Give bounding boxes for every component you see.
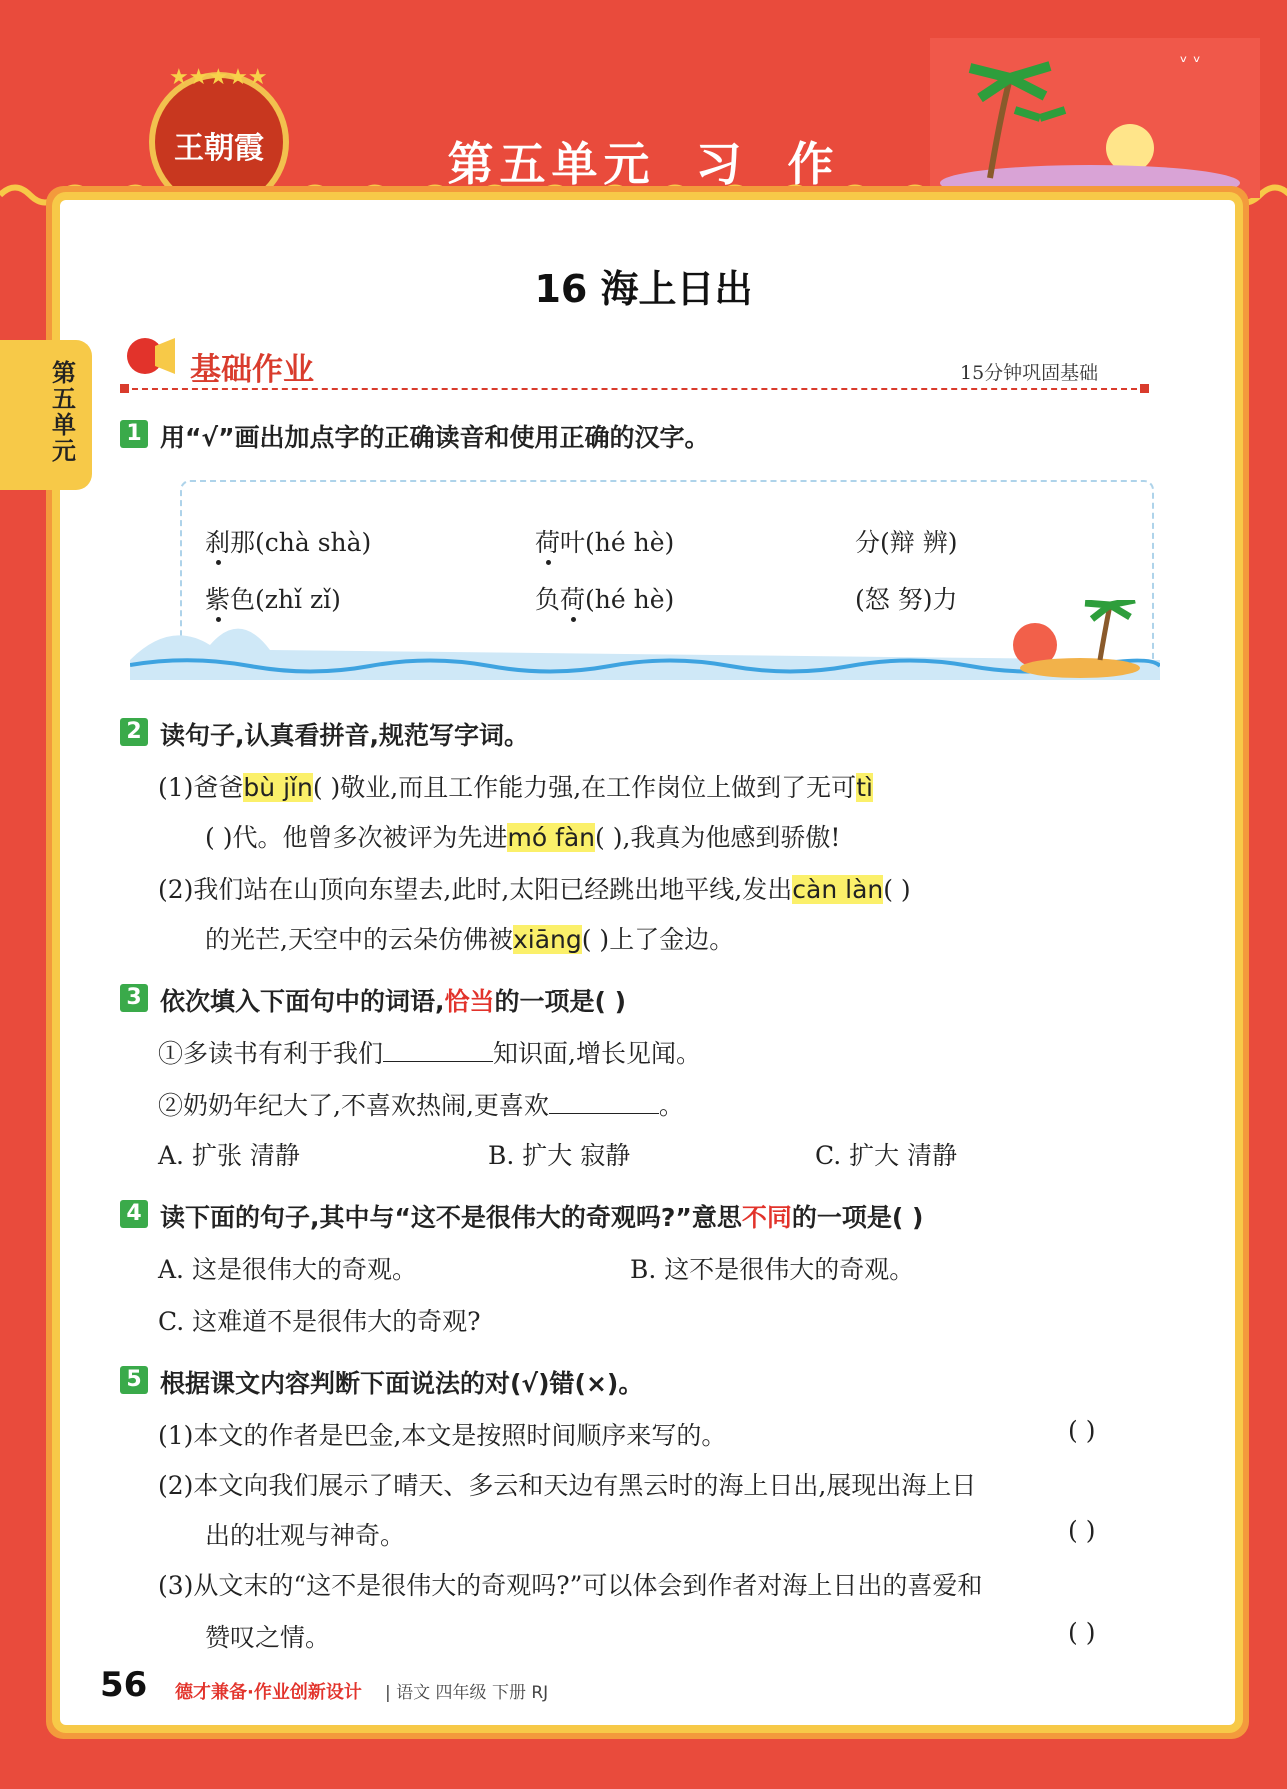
stars-icon bbox=[155, 60, 283, 90]
q3-option-c: C. 扩大 清静 bbox=[815, 1141, 958, 1170]
unit-title: 第五单元 习 作 bbox=[447, 137, 840, 191]
island-sunset-illustration bbox=[930, 38, 1260, 198]
q2-number: 2 bbox=[120, 718, 148, 746]
side-unit-tab bbox=[0, 340, 92, 490]
page-number: 56 bbox=[100, 1665, 148, 1705]
q5-statement-1: (1)本文的作者是巴金,本文是按照时间顺序来写的。 bbox=[158, 1421, 727, 1450]
svg-text:★★★★★: ★★★★★ bbox=[169, 65, 268, 90]
q1-item-3: 分(辩 辨) bbox=[855, 528, 958, 557]
q5-text: 根据课文内容判断下面说法的对(√)错(×)。 bbox=[160, 1369, 644, 1398]
q2-text: 读句子,认真看拼音,规范写字词。 bbox=[160, 721, 529, 750]
megaphone-icon bbox=[120, 332, 180, 382]
q1-item-2: 荷叶(hé hè) bbox=[535, 528, 675, 557]
section-label: 基础作业 bbox=[190, 352, 314, 388]
q4-text: 读下面的句子,其中与“这不是很伟大的奇观吗?”意思不同的一项是( ) bbox=[160, 1203, 924, 1232]
q3-number: 3 bbox=[120, 984, 148, 1012]
q1-item-6: (怒 努)力 bbox=[855, 585, 958, 614]
divider-end-right bbox=[1140, 384, 1149, 393]
q4-option-a: A. 这是很伟大的奇观。 bbox=[158, 1255, 417, 1284]
q2-line-2: ( )代。他曾多次被评为先进mó fàn( ),我真为他感到骄傲! bbox=[205, 823, 841, 852]
section-note: 15分钟巩固基础 bbox=[960, 362, 1099, 384]
q5-statement-3b: 赞叹之情。 bbox=[205, 1623, 331, 1652]
q5-number: 5 bbox=[120, 1366, 148, 1394]
q5-statement-3a: (3)从文末的“这不是很伟大的奇观吗?”可以体会到作者对海上日出的喜爱和 bbox=[158, 1571, 983, 1600]
q3-sentence-1: ①多读书有利于我们 知识面,增长见闻。 bbox=[158, 1039, 701, 1068]
q3-option-a: A. 扩张 清静 bbox=[158, 1141, 300, 1170]
q5-answer-1[interactable]: ( ) bbox=[1068, 1416, 1096, 1445]
q3-sentence-2: ②奶奶年纪大了,不喜欢热闹,更喜欢 。 bbox=[158, 1091, 684, 1120]
q4-number: 4 bbox=[120, 1200, 148, 1228]
q5-answer-2[interactable]: ( ) bbox=[1068, 1516, 1096, 1545]
q5-statement-2b: 出的壮观与神奇。 bbox=[205, 1521, 406, 1550]
section-divider bbox=[122, 388, 1147, 390]
q1-item-4: 紫色(zhǐ zǐ) bbox=[205, 585, 341, 614]
footer-info: | 语文 四年级 下册 RJ bbox=[385, 1683, 549, 1703]
q1-item-5: 负荷(hé hè) bbox=[535, 585, 675, 614]
q4-option-c: C. 这难道不是很伟大的奇观? bbox=[158, 1307, 481, 1336]
q2-line-3: (2)我们站在山顶向东望去,此时,太阳已经跳出地平线,发出càn làn( ) bbox=[158, 875, 911, 904]
q1-text: 用“√”画出加点字的正确读音和使用正确的汉字。 bbox=[160, 423, 710, 452]
q3-text: 依次填入下面句中的词语,恰当的一项是( ) bbox=[160, 987, 627, 1016]
q5-statement-2a: (2)本文向我们展示了晴天、多云和天边有黑云时的海上日出,展现出海上日 bbox=[158, 1471, 977, 1500]
divider-end-left bbox=[120, 384, 129, 393]
svg-text:ᵛ ᵛ: ᵛ ᵛ bbox=[1180, 52, 1201, 73]
q4-option-b: B. 这不是很伟大的奇观。 bbox=[630, 1255, 915, 1284]
logo-text: 王朝霞 bbox=[174, 131, 264, 166]
lesson-title: 16 海上日出 bbox=[534, 267, 753, 311]
wave-decoration bbox=[130, 600, 1160, 680]
q2-line-1: (1)爸爸bù jǐn( )敬业,而且工作能力强,在工作岗位上做到了无可tì bbox=[158, 773, 873, 802]
q1-item-1: 刹那(chà shà) bbox=[205, 528, 372, 557]
side-tab-label: 第五单元 bbox=[52, 359, 76, 465]
q1-number: 1 bbox=[120, 420, 148, 448]
q5-answer-3[interactable]: ( ) bbox=[1068, 1618, 1096, 1647]
q3-option-b: B. 扩大 寂静 bbox=[488, 1141, 631, 1170]
footer-brand: 德才兼备·作业创新设计 bbox=[175, 1682, 362, 1703]
q2-line-4: 的光芒,天空中的云朵仿佛被xiāng( )上了金边。 bbox=[205, 925, 735, 954]
